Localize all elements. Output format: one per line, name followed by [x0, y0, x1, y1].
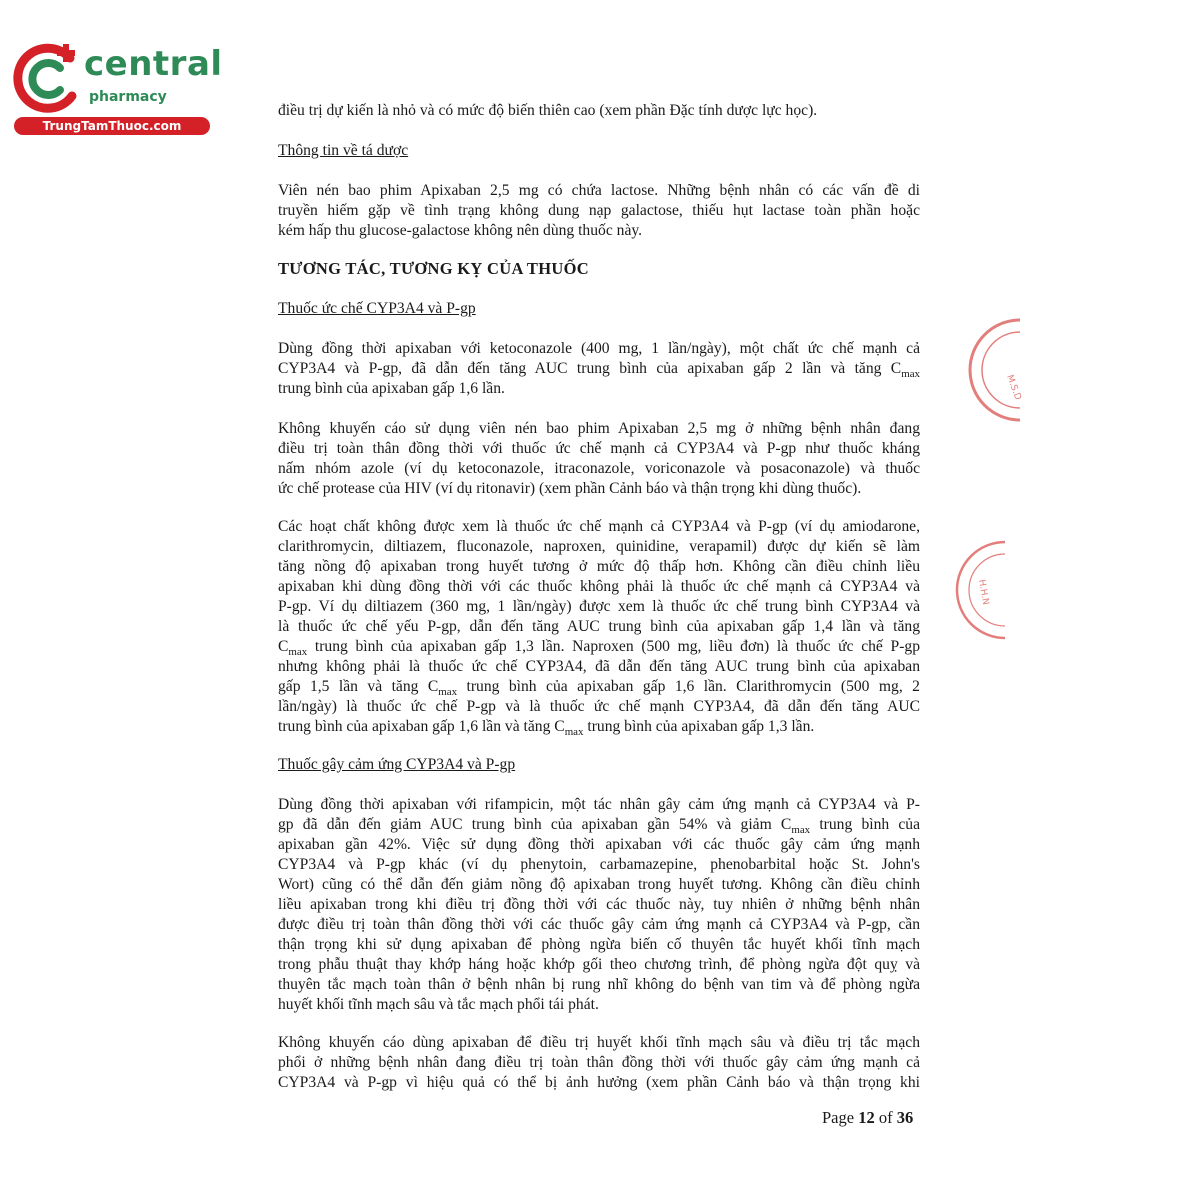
body-line: trung bình của apixaban gấp 1,6 lần và tăng $C_{max}$ trung bình của apixaban gấp 1,3 lần.: [278, 718, 815, 739]
body-line: truyền hiếm gặp về tình trạng không dung nạp galactose, thiếu hụt lactase toàn phần hoặc: [278, 202, 920, 219]
logo-mark-icon: [8, 36, 92, 120]
body-line: điều trị dự kiến là nhỏ và có mức độ biến thiên cao (xem phần Đặc tính dược lực học).: [278, 102, 818, 119]
subheading-inducers: Thuốc gây cảm ứng CYP3A4 và P-gp: [278, 756, 516, 773]
brand-tagline: pharmacy: [89, 89, 167, 105]
body-line: ức chế protease của HIV (ví dụ ritonavir) (xem phần Cảnh báo và thận trọng khi dùng thuốc).: [278, 480, 862, 497]
body-line: CYP3A4 và P-gp khác (ví dụ phenytoin, carbamazepine, phenobarbital hoặc St. John's: [278, 856, 920, 873]
body-line: Viên nén bao phim Apixaban 2,5 mg có chứa lactose. Những bệnh nhân có các vấn đề di: [278, 182, 920, 199]
body-line: Không khuyến cáo sử dụng viên nén bao phim Apixaban 2,5 mg ở những bệnh nhân đang: [278, 420, 920, 437]
body-line: Dùng đồng thời apixaban với rifampicin, một tác nhân gây cảm ứng mạnh cả CYP3A4 và P-: [278, 796, 920, 813]
body-line: CYP3A4 và P-gp, đã dẫn đến tăng AUC trung bình của apixaban gấp 2 lần và tăng $C_{max}$: [278, 360, 920, 381]
page-number: [822, 1108, 913, 1128]
body-line: apixaban khi dùng đồng thời với các thuốc không phải là thuốc ức chế mạnh cả CYP3A4 và: [278, 578, 920, 595]
body-line: tăng nồng độ apixaban trong huyết tương ở mức độ thấp hơn. Không cần điều chỉnh liều: [278, 558, 920, 575]
body-line: là thuốc ức chế yếu P-gp, dẫn đến tăng AUC trung bình của apixaban gấp 1,4 lần và tăng: [278, 618, 920, 635]
body-line: $C_{max}$ trung bình của apixaban gấp 1,3 lần. Naproxen (500 mg, liều đơn) là thuốc ức chế P-gp: [278, 638, 920, 659]
page-current: 12: [858, 1108, 875, 1127]
body-line: Không khuyến cáo dùng apixaban để điều trị huyết khối tĩnh mạch sâu và điều trị tắc mạch: [278, 1034, 920, 1051]
red-stamp-icon: [980, 318, 1023, 422]
body-line: được điều trị toàn thân đồng thời với các thuốc gây cảm ứng mạnh cả CYP3A4 và P-gp, cần: [278, 916, 920, 933]
body-line: CYP3A4 và P-gp vì hiệu quả có thể bị ảnh hưởng (xem phần Cảnh báo và thận trọng khi: [278, 1074, 920, 1091]
body-line: Wort) cũng có thể dẫn đến giảm nồng độ apixaban trong huyết tương. Không cần điều chỉnh: [278, 876, 920, 893]
body-line: điều trị toàn thân đồng thời với thuốc ức chế mạnh cả CYP3A4 và P-gp như thuốc kháng: [278, 440, 920, 457]
stamp-text: M.S.D: [1004, 373, 1023, 402]
body-line: Dùng đồng thời apixaban với ketoconazole (400 mg, 1 lần/ngày), một chất ức chế mạnh cả: [278, 340, 920, 357]
brand-name: central: [84, 44, 223, 84]
body-line: lần/ngày) là thuốc ức chế P-gp và là thuốc ức chế mạnh CYP3A4, đã dẫn đến tăng AUC: [278, 698, 920, 715]
body-line: clarithromycin, diltiazem, fluconazole, naproxen, quinidine, verapamil) được dự kiến sẽ làm: [278, 538, 920, 555]
stamp-text: H.H.N: [976, 578, 991, 606]
body-line: liều apixaban trong khi điều trị đồng thời với các thuốc này, tuy nhiên ở những bệnh nhân: [278, 896, 920, 913]
body-line: gp đã dẫn đến giảm AUC trung bình của apixaban gần 54% và giảm $C_{max}$ trung bình của: [278, 816, 921, 837]
body-line: nấm nhóm azole (ví dụ ketoconazole, itraconazole, voriconazole và posaconazole) và thuốc: [278, 460, 920, 477]
body-line: apixaban gần 42%. Việc sử dụng đồng thời apixaban với các thuốc gây cảm ứng mạnh: [278, 836, 920, 853]
body-line: gấp 1,5 lần và tăng $C_{max}$ trung bình của apixaban gấp 1,6 lần. Clarithromycin (500 mg, 2: [278, 678, 920, 699]
body-line: trung bình của apixaban gấp 1,6 lần.: [278, 380, 505, 397]
body-line: trong phẫu thuật thay khớp háng hoặc khớp gối theo chương trình, để phòng ngừa đột quỵ và: [278, 956, 920, 973]
body-line: P-gp. Ví dụ diltiazem (360 mg, 1 lần/ngày) được xem là thuốc ức chế trung bình CYP3A4 và: [278, 598, 920, 615]
red-stamp-icon: [965, 540, 1005, 640]
body-line: thận trọng khi sử dụng apixaban để phòng ngừa biến cố thuyên tắc huyết khối tĩnh mạch: [278, 936, 920, 953]
body-line: Các hoạt chất không được xem là thuốc ức chế mạnh cả CYP3A4 và P-gp (ví dụ amiodarone,: [278, 518, 920, 535]
subheading-excipients: Thông tin về tá dược: [278, 142, 409, 159]
section-heading: TƯƠNG TÁC, TƯƠNG KỴ CỦA THUỐC: [278, 259, 589, 278]
body-line: thuyên tắc mạch toàn thân ở bệnh nhân bị rung nhĩ không do bệnh van tim và để phòng ngừa: [278, 976, 920, 993]
subheading-inhibitors: Thuốc ức chế CYP3A4 và P-gp: [278, 300, 476, 317]
body-line: phổi ở những bệnh nhân đang điều trị toàn thân đồng thời với thuốc gây cảm ứng mạnh cả: [278, 1054, 920, 1071]
body-line: nhưng không phải là thuốc ức chế CYP3A4, đã dẫn đến tăng AUC trung bình của apixaban: [278, 658, 920, 675]
page-label: Page: [822, 1108, 855, 1127]
page-of: of: [878, 1108, 893, 1127]
website-link[interactable]: TrungTamThuoc.com: [14, 117, 210, 135]
page-total: 36: [896, 1108, 914, 1127]
body-line: huyết khối tĩnh mạch sâu và tắc mạch phổi tái phát.: [278, 996, 599, 1013]
body-line: kém hấp thu glucose-galactose không nên dùng thuốc này.: [278, 222, 643, 239]
